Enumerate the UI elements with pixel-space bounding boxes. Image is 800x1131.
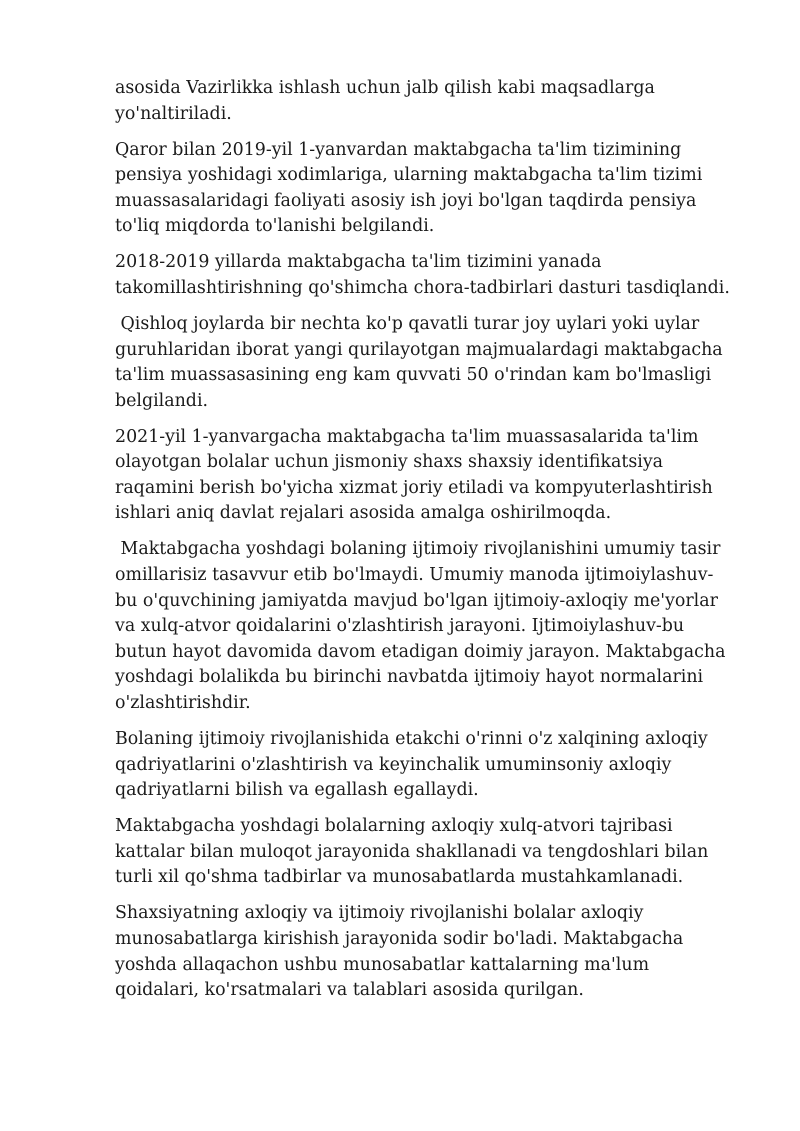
paragraph-5: 2021-yil 1-yanvargacha maktabgacha ta'lim muassasalarida ta'lim olayotgan bolalar uchun jismoniy shaxs shaxsiy identifikatsiya raqamini berish bo'yicha xizmat joriy etiladi va kompyuterlashtirish ishlari aniq davlat rejalari asosida amalga oshirilmoqda.: [115, 426, 719, 524]
paragraph-7: Bolaning ijtimoiy rivojlanishida etakchi o'rinni o'z xalqining axloqiy qadriyatlarini o'zlashtirish va keyinchalik umuminsoniy axloqiy qadriyatlarni bilish va egallash egallaydi.: [115, 729, 714, 801]
paragraph-9: Shaxsiyatning axloqiy va ijtimoiy rivojlanishi bolalar axloqiy munosabatlarga kirishish jarayonida sodir bo'ladi. Maktabgacha yoshda allaqachon ushbu munosabatlar kattalarning ma'lum qoidalari, ko'rsatmalari va talablari asosida qurilgan.: [115, 903, 689, 1001]
paragraph-6: Maktabgacha yoshdagi bolaning ijtimoiy rivojlanishini umumiy tasir omillarisiz tasavvur etib bo'lmaydi. Umumiy manoda ijtimoiylashuv-bu o'quvchining jamiyatda mavjud bo'lgan ijtimoiy-axloqiy me'yorlar va xulq-atvor qoidalarini o'zlashtirish jarayoni. Ijtimoiylashuv-bu butun hayot davomida davom etadigan doimiy jarayon. Maktabgacha yoshdagi bolalikda bu birinchi navbatda ijtimoiy hayot normalarini o'zlashtirishdir.: [115, 539, 731, 714]
paragraph-1: asosida Vazirlikka ishlash uchun jalb qilish kabi maqsadlarga yo'naltiriladi.: [115, 78, 661, 124]
document-body: [115, 76, 735, 1004]
paragraph-4: Qishloq joylarda bir nechta ko'p qavatli turar joy uylari yoki uylar guruhlaridan iborat yangi qurilayotgan majmualardagi maktabgacha ta'lim muassasasining eng kam quvvati 50 o'rindan kam bo'lmasligi belgilandi.: [115, 313, 729, 411]
paragraph-2: Qaror bilan 2019-yil 1-yanvardan maktabgacha ta'lim tizimining pensiya yoshidagi xodimlariga, ularning maktabgacha ta'lim tizimi muassasalaridagi faoliyati asosiy ish joyi bo'lgan taqdirda pensiya to'liq miqdorda to'lanishi belgilandi.: [115, 139, 708, 237]
paragraph-8: Maktabgacha yoshdagi bolalarning axloqiy xulq-atvori tajribasi kattalar bilan muloqot jarayonida shakllanadi va tengdoshlari bilan turli xil qo'shma tadbirlar va munosabatlarda mustahkamlanadi.: [115, 816, 714, 888]
paragraph-3: 2018-2019 yillarda maktabgacha ta'lim tizimini yanada takomillashtirishning qo'shimcha chora-tadbirlari dasturi tasdiqlandi.: [115, 252, 730, 298]
